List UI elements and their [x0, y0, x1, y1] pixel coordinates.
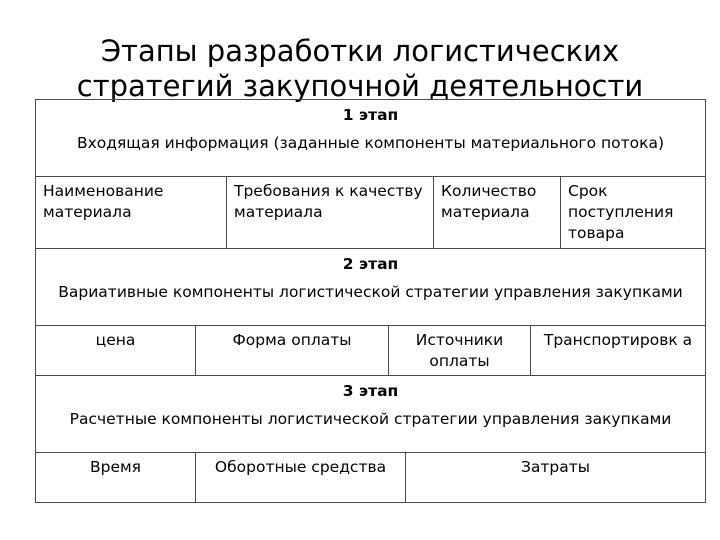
- stage-3-description: Расчетные компоненты логистической стратегии управления закупками: [69, 410, 672, 428]
- table-cell: цена: [36, 326, 196, 375]
- stage-1-label: 1 этап: [342, 106, 399, 124]
- table-cell: Наименование материала: [36, 177, 227, 248]
- stage-3-columns-row: [36, 453, 705, 502]
- table-cell: Транспортировк а: [543, 331, 693, 349]
- table-cell: Оборотные средства: [196, 453, 406, 502]
- table-cell: Количество материала: [434, 177, 561, 248]
- stages-table: [35, 99, 706, 503]
- stage-2-label: 2 этап: [342, 255, 399, 273]
- table-cell: Требования к качеству материала: [227, 177, 434, 248]
- table-cell: Срок поступления товара: [568, 182, 674, 242]
- table-cell: Источники оплаты: [389, 326, 531, 375]
- stage-1-columns-row: [36, 177, 705, 249]
- page-title: [0, 34, 720, 104]
- table-cell: Форма оплаты: [196, 326, 389, 375]
- stage-1-header-row: [36, 100, 705, 177]
- stage-3-header-row: [36, 376, 705, 453]
- stage-3-label: 3 этап: [342, 382, 399, 400]
- stage-1-description: Входящая информация (заданные компоненты материального потока): [76, 134, 665, 152]
- stage-2-description: Вариативные компоненты логистической стратегии управления закупками: [58, 283, 683, 301]
- table-cell: Затраты: [520, 458, 591, 476]
- stage-2-columns-row: [36, 326, 705, 376]
- title-line-1: Этапы разработки логистических: [100, 34, 620, 68]
- title-line-2: стратегий закупочной деятельности: [76, 69, 644, 103]
- table-cell: Время: [36, 453, 196, 502]
- stage-2-header-row: [36, 249, 705, 326]
